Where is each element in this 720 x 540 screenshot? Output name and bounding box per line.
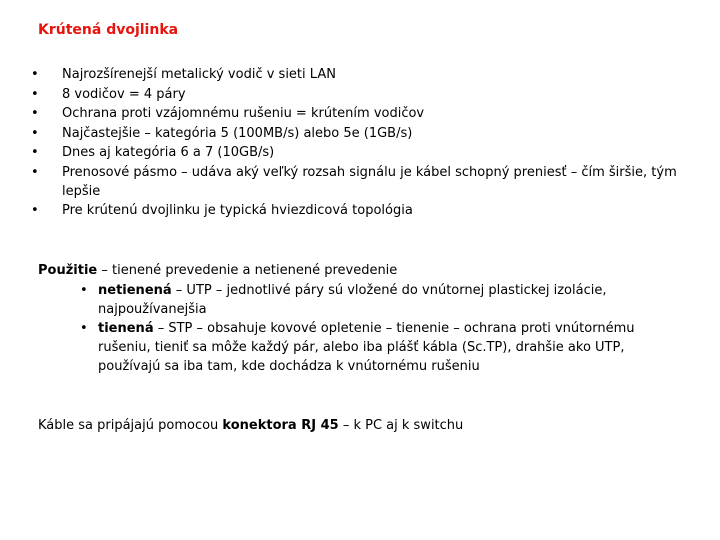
connector-term: konektora RJ 45 bbox=[222, 418, 339, 433]
page-title: Krútená dvojlinka bbox=[38, 22, 179, 38]
list-item: • 8 vodičov = 4 páry bbox=[24, 86, 684, 105]
usage-paragraph bbox=[38, 262, 678, 281]
usage-section bbox=[38, 262, 678, 378]
usage-item-unshielded bbox=[38, 282, 678, 320]
list-item: • Najčastejšie – kategória 5 (100MB/s) alebo 5e (1GB/s) bbox=[24, 125, 684, 144]
connector-paragraph bbox=[38, 416, 678, 436]
list-item: • Ochrana proti vzájomnému rušeniu = krútením vodičov bbox=[24, 105, 684, 124]
list-item: • Pre krútenú dvojlinku je typická hviezdicová topológia bbox=[24, 202, 684, 221]
usage-text: – tienené prevedenie a netienené prevedenie bbox=[97, 263, 398, 278]
list-item: • Najrozšírenejší metalický vodič v sieti LAN bbox=[24, 66, 684, 85]
connector-suffix: – k PC aj k switchu bbox=[338, 418, 464, 433]
connector-prefix: Káble sa pripájajú pomocou bbox=[38, 418, 223, 433]
feature-list bbox=[24, 66, 684, 222]
usage-term: tienená bbox=[98, 321, 154, 337]
list-item: • Dnes aj kategória 6 a 7 (10GB/s) bbox=[24, 144, 684, 163]
usage-term: netienená bbox=[98, 282, 172, 298]
usage-item-text: – UTP – jednotlivé páry sú vložené do vnútornej plastickej izolácie, najpoužívanejšia bbox=[98, 282, 607, 317]
usage-list bbox=[38, 282, 678, 377]
usage-item-shielded bbox=[38, 320, 678, 376]
usage-item-text: – STP – obsahuje kovové opletenie – tienenie – ochrana proti vnútornému rušeniu, tieniť sa môže každý pár, alebo iba plášť kábla (Sc.TP), drahšie ako UTP, používajú sa iba tam, kde dochádza k vnútornému rušeniu bbox=[98, 321, 635, 374]
list-item: • Prenosové pásmo – udáva aký veľký rozsah signálu je kábel schopný preniesť – čím širšie, tým lepšie bbox=[24, 164, 684, 201]
usage-label: Použitie bbox=[38, 263, 98, 278]
